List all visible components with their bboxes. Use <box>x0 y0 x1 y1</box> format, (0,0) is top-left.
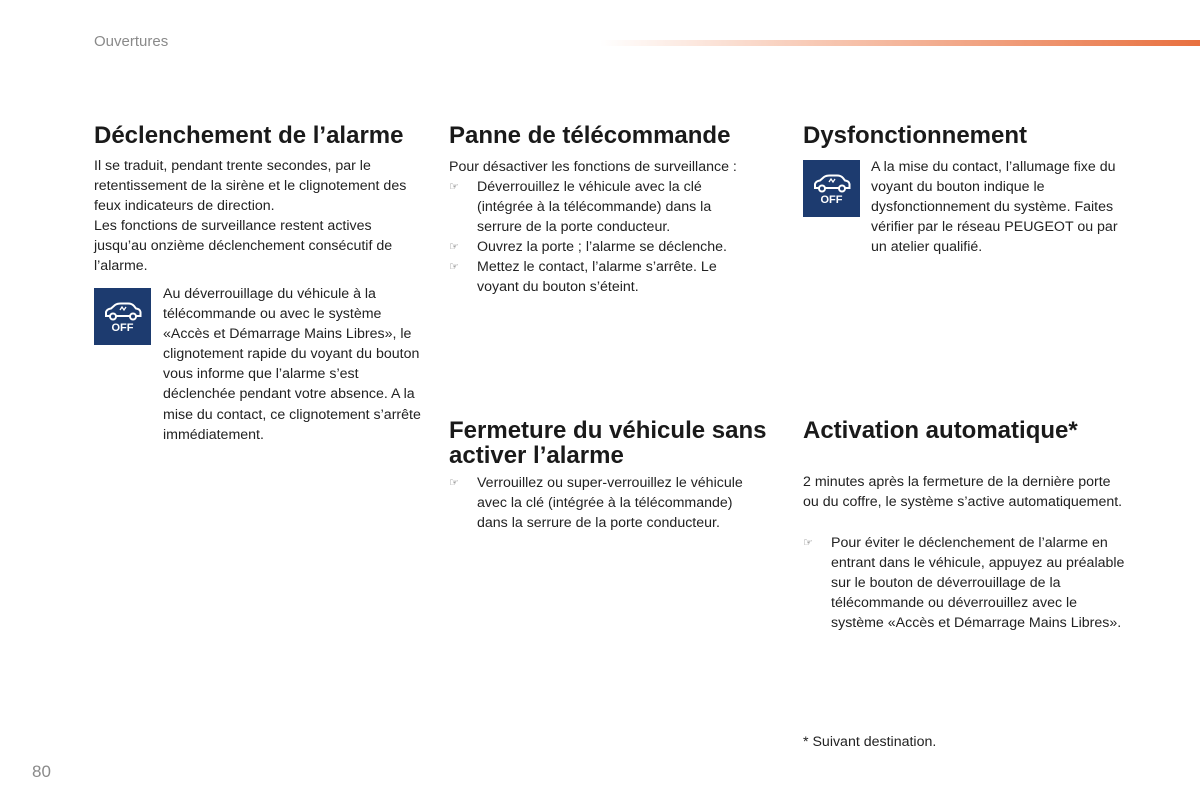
alarm-off-icon <box>94 288 151 345</box>
title-malfunction: Dysfonctionnement <box>803 122 1028 149</box>
alarm-trigger-icon-text: Au déverrouillage du véhicule à la télécommande ou avec le système «Accès et Démarrage Mains Libres», le clignotement rapide du voyant du bouton vous informe que l’alarme s’est déclenchée pendant votre absence. A la mise du contact, ce clignotement s’arrête immédiatement. <box>163 286 421 443</box>
header-accent-bar <box>600 40 1200 46</box>
footnote: * Suivant destination. <box>803 734 937 750</box>
malfunction-off-icon <box>803 160 860 217</box>
lock-without-alarm-steps <box>449 473 759 533</box>
list-item-text: Déverrouillez le véhicule avec la clé (intégrée à la télécommande) dans la serrure de la porte conducteur. <box>477 179 712 236</box>
off-label: OFF <box>820 193 843 206</box>
hand-pointer-icon: ☞ <box>449 181 459 193</box>
section-label: Ouvertures <box>94 33 169 50</box>
title-alarm-trigger: Déclenchement de l’alarme <box>94 122 404 149</box>
alarm-trigger-para-2: Les fonctions de surveillance restent actives jusqu’au onzième déclenchement consécutif de l’alarme. <box>94 218 393 275</box>
title-lock-without-alarm: Fermeture du véhicule sans activer l’alarme <box>449 417 767 469</box>
car-alarm-icon <box>810 172 854 194</box>
list-item-text: Ouvrez la porte ; l’alarme se déclenche. <box>477 239 727 256</box>
list-item <box>449 257 759 297</box>
off-label: OFF <box>111 321 134 334</box>
hand-pointer-icon: ☞ <box>803 537 813 549</box>
list-item <box>449 473 759 533</box>
page-number: 80 <box>32 762 51 781</box>
hand-pointer-icon: ☞ <box>449 261 459 274</box>
malfunction-text: A la mise du contact, l’allumage fixe du voyant du bouton indique le dysfonctionnement du système. Faites vérifier par le réseau PEUGEOT ou par un atelier qualifié. <box>871 159 1118 256</box>
remote-failure-steps <box>449 177 759 298</box>
car-alarm-icon <box>101 300 145 322</box>
list-item <box>449 177 759 237</box>
list-item-text: Mettez le contact, l’alarme s’arrête. Le voyant du bouton s’éteint. <box>477 259 717 296</box>
list-item <box>449 237 759 257</box>
list-item-text: Verrouillez ou super-verrouillez le véhicule avec la clé (intégrée à la télécommande) dans la serrure de la porte conducteur. <box>477 475 743 532</box>
hand-pointer-icon: ☞ <box>449 241 459 254</box>
remote-failure-intro: Pour désactiver les fonctions de surveillance : <box>449 159 737 175</box>
auto-activation-para: 2 minutes après la fermeture de la dernière porte ou du coffre, le système s’active automatiquement. <box>803 474 1123 511</box>
title-remote-failure: Panne de télécommande <box>449 122 731 149</box>
hand-pointer-icon: ☞ <box>449 477 459 489</box>
title-auto-activation: Activation automatique* <box>803 417 1078 444</box>
list-item-text: Pour éviter le déclenchement de l’alarme en entrant dans le véhicule, appuyez au préalable sur le bouton de déverrouillage de la télécommande ou déverrouillez avec le système «Accès et Démarrage Mains Libres». <box>831 535 1125 632</box>
auto-activation-steps <box>803 533 1125 633</box>
list-item <box>803 533 1125 633</box>
alarm-trigger-para-1: Il se traduit, pendant trente secondes, par le retentissement de la sirène et le clignotement des feux indicateurs de direction. <box>94 158 407 215</box>
